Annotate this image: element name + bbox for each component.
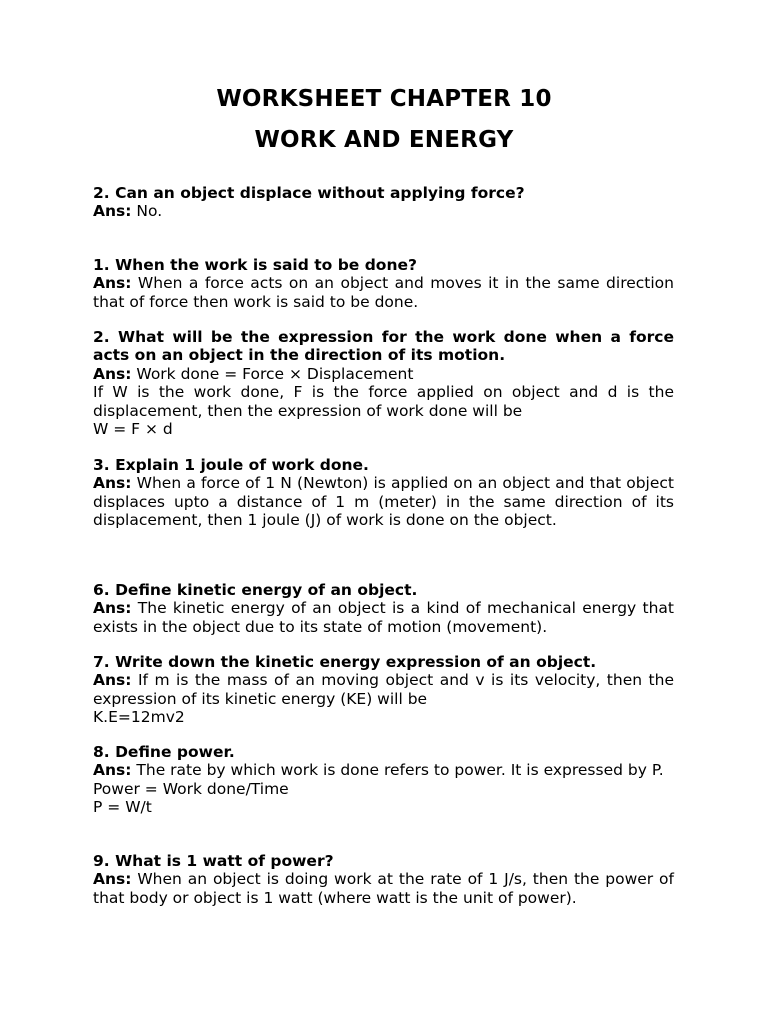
- answer-label: Ans:: [93, 474, 132, 493]
- qa-item: [93, 328, 674, 438]
- answer-text: [93, 599, 674, 636]
- answer-label: Ans:: [93, 202, 132, 221]
- qa-item: [93, 456, 674, 530]
- question-text: 1. When the work is said to be done?: [93, 256, 417, 274]
- formula-line: W = F × d: [93, 420, 173, 439]
- answer-body: Work done = Force × Displacement: [136, 364, 414, 383]
- formula-line: P = W/t: [93, 798, 152, 817]
- qa-item: [93, 256, 674, 311]
- worksheet-title: WORKSHEET CHAPTER 10: [216, 86, 552, 112]
- answer-body: No.: [136, 202, 163, 221]
- qa-item: [93, 743, 674, 817]
- answer-label: Ans:: [93, 274, 132, 293]
- answer-body: If m is the mass of an moving object and v is its velocity, then the expression of its kinetic energy (KE) will be: [93, 671, 674, 708]
- question-text: 7. Write down the kinetic energy expression of an object.: [93, 653, 597, 671]
- answer-extra-line: If W is the work done, F is the force applied on object and d is the displacement, then the expression of work done will be: [93, 383, 674, 420]
- question-text: 9. What is 1 watt of power?: [93, 852, 334, 870]
- question-text: 2. What will be the expression for the work done when a force acts on an object in the direction of its motion.: [93, 328, 674, 365]
- answer-body: When a force of 1 N (Newton) is applied on an object and that object displaces upto a distance of 1 m (meter) in the same direction of its displacement, then 1 joule (J) of work is done on the object.: [93, 474, 674, 530]
- formula-line: K.E=12mv2: [93, 708, 185, 727]
- answer-text: [93, 870, 674, 907]
- qa-item: [93, 184, 674, 221]
- answer-text: [93, 202, 674, 220]
- answer-text: [93, 761, 674, 779]
- answer-label: Ans:: [93, 870, 132, 889]
- qa-item: [93, 852, 674, 907]
- question-text: 6. Define kinetic energy of an object.: [93, 581, 418, 599]
- answer-text: [93, 474, 674, 529]
- answer-label: Ans:: [93, 671, 132, 690]
- answer-body: The kinetic energy of an object is a kind of mechanical energy that exists in the object due to its state of motion (movement).: [93, 599, 674, 636]
- qa-item: [93, 653, 674, 727]
- qa-item: [93, 581, 674, 636]
- answer-label: Ans:: [93, 364, 132, 383]
- answer-text: [93, 274, 674, 311]
- answer-body: When an object is doing work at the rate of 1 J/s, then the power of that body or object is 1 watt (where watt is the unit of power).: [93, 870, 674, 907]
- question-text: 3. Explain 1 joule of work done.: [93, 456, 369, 474]
- question-text: 8. Define power.: [93, 743, 235, 761]
- answer-text: [93, 671, 674, 708]
- chapter-title: WORK AND ENERGY: [254, 127, 514, 153]
- answer-body: The rate by which work is done refers to power. It is expressed by P.: [136, 761, 664, 780]
- question-text: 2. Can an object displace without applying force?: [93, 184, 525, 202]
- answer-label: Ans:: [93, 761, 132, 780]
- answer-label: Ans:: [93, 599, 132, 618]
- formula-line: Power = Work done/Time: [93, 779, 289, 798]
- answer-body: When a force acts on an object and moves it in the same direction that of force then work is said to be done.: [93, 274, 674, 311]
- answer-text: [93, 365, 674, 383]
